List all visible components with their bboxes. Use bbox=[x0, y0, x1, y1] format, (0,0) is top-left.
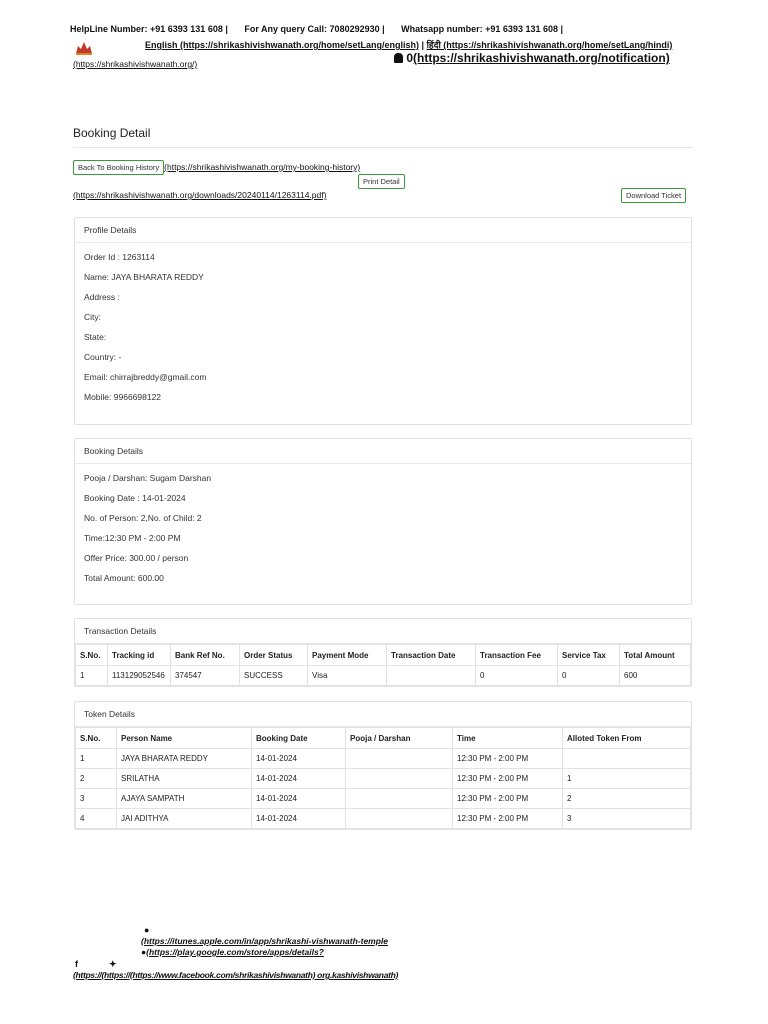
transaction-header-row bbox=[76, 645, 691, 666]
customer-country: Country: - bbox=[84, 352, 122, 362]
col-total-amount: Total Amount bbox=[620, 645, 691, 666]
token-details-card bbox=[74, 701, 692, 830]
cell-order-status: SUCCESS bbox=[240, 666, 308, 686]
top-info-bar bbox=[70, 24, 577, 34]
cell-bank-ref: 374547 bbox=[171, 666, 240, 686]
token-header-row bbox=[76, 728, 691, 749]
cell-payment-mode: Visa bbox=[308, 666, 387, 686]
transaction-details-card bbox=[74, 618, 692, 687]
cell-service-tax: 0 bbox=[558, 666, 620, 686]
notification-count: 0 bbox=[406, 51, 414, 65]
cell-time: 12:30 PM - 2:00 PM bbox=[453, 789, 563, 809]
profile-details-card bbox=[74, 217, 692, 425]
col-time: Time bbox=[453, 728, 563, 749]
social-links bbox=[73, 970, 398, 980]
helpline-text: HelpLine Number: +91 6393 131 608 | bbox=[70, 24, 228, 34]
table-row bbox=[76, 769, 691, 789]
cell-alloted-token: 2 bbox=[563, 789, 691, 809]
cell-booking-date: 14-01-2024 bbox=[252, 809, 346, 829]
cell-sno: 1 bbox=[76, 666, 108, 686]
apple-store-link[interactable]: (https://itunes.apple.com/in/app/shrikashi-vishwanath-temple bbox=[141, 936, 389, 946]
lang-separator: | bbox=[419, 40, 427, 50]
play-store-link[interactable]: (https://play.google.com/store/apps/details? bbox=[146, 947, 324, 957]
person-count: No. of Person: 2,No. of Child: 2 bbox=[84, 513, 202, 523]
col-tracking-id: Tracking id bbox=[108, 645, 171, 666]
query-call-text: For Any query Call: 7080292930 | bbox=[244, 24, 385, 34]
cell-pooja-darshan bbox=[346, 809, 453, 829]
cell-time: 12:30 PM - 2:00 PM bbox=[453, 769, 563, 789]
col-service-tax: Service Tax bbox=[558, 645, 620, 666]
total-amount: Total Amount: 600.00 bbox=[84, 573, 164, 583]
back-button-row bbox=[73, 160, 360, 175]
booking-details-body bbox=[75, 464, 691, 596]
cell-sno: 1 bbox=[76, 749, 117, 769]
cell-person-name: SRILATHA bbox=[117, 769, 252, 789]
cell-time: 12:30 PM - 2:00 PM bbox=[453, 809, 563, 829]
cell-alloted-token: 1 bbox=[563, 769, 691, 789]
cell-booking-date: 14-01-2024 bbox=[252, 769, 346, 789]
android-icon[interactable]: ● bbox=[141, 947, 147, 957]
cell-person-name: AJAYA SAMPATH bbox=[117, 789, 252, 809]
col-transaction-fee: Transaction Fee bbox=[476, 645, 558, 666]
cell-total-amount: 600 bbox=[620, 666, 691, 686]
bell-icon[interactable] bbox=[394, 53, 403, 63]
footer bbox=[73, 925, 473, 985]
cell-booking-date: 14-01-2024 bbox=[252, 789, 346, 809]
cell-booking-date: 14-01-2024 bbox=[252, 749, 346, 769]
booking-history-link[interactable]: (https://shrikashivishwanath.org/my-booking-history) bbox=[164, 162, 361, 172]
customer-address: Address : bbox=[84, 292, 120, 302]
social-link-group[interactable]: (https://(https://(https://www.facebook.com/shrikashivishwanath) org.kashivishwanath) bbox=[73, 970, 399, 980]
col-pooja-darshan: Pooja / Darshan bbox=[346, 728, 453, 749]
col-booking-date: Booking Date bbox=[252, 728, 346, 749]
cell-alloted-token: 3 bbox=[563, 809, 691, 829]
print-detail-button[interactable]: Print Detail bbox=[358, 174, 405, 189]
pdf-download-link[interactable]: (https://shrikashivishwanath.org/downloads/20240114/1263114.pdf) bbox=[73, 190, 327, 200]
order-id: Order Id : 1263114 bbox=[84, 252, 155, 262]
app-links bbox=[141, 936, 388, 958]
col-sno: S.No. bbox=[76, 728, 117, 749]
cell-sno: 3 bbox=[76, 789, 117, 809]
lang-hindi-link[interactable]: हिंदी (https://shrikashivishwanath.org/home/setLang/hindi) bbox=[426, 40, 673, 50]
whatsapp-text: Whatsapp number: +91 6393 131 608 | bbox=[401, 24, 563, 34]
customer-city: City: bbox=[84, 312, 101, 322]
col-transaction-date: Transaction Date bbox=[387, 645, 476, 666]
col-payment-mode: Payment Mode bbox=[308, 645, 387, 666]
table-row bbox=[76, 666, 691, 686]
cell-pooja-darshan bbox=[346, 769, 453, 789]
booking-details-card bbox=[74, 438, 692, 605]
cell-alloted-token bbox=[563, 749, 691, 769]
col-person-name: Person Name bbox=[117, 728, 252, 749]
apple-icon[interactable]: ● bbox=[144, 925, 150, 935]
twitter-icon[interactable]: ✦ bbox=[109, 959, 117, 969]
cell-person-name: JAI ADITHYA bbox=[117, 809, 252, 829]
col-alloted-token: Alloted Token From bbox=[563, 728, 691, 749]
cell-sno: 4 bbox=[76, 809, 117, 829]
table-row bbox=[76, 809, 691, 829]
cell-transaction-date bbox=[387, 666, 476, 686]
profile-details-body bbox=[75, 243, 691, 415]
customer-name: Name: JAYA BHARATA REDDY bbox=[84, 272, 204, 282]
cell-tracking-id: 113129052546 bbox=[108, 666, 171, 686]
title-divider bbox=[73, 147, 693, 148]
token-details-heading: Token Details bbox=[75, 702, 691, 727]
cell-sno: 2 bbox=[76, 769, 117, 789]
customer-state: State: bbox=[84, 332, 107, 342]
temple-logo[interactable] bbox=[73, 40, 95, 56]
transaction-details-heading: Transaction Details bbox=[75, 619, 691, 644]
customer-email: Email: chirrajbreddy@gmail.com bbox=[84, 372, 207, 382]
col-bank-ref: Bank Ref No. bbox=[171, 645, 240, 666]
table-row bbox=[76, 789, 691, 809]
booking-date: Booking Date : 14-01-2024 bbox=[84, 493, 186, 503]
notification-area bbox=[394, 51, 670, 65]
booking-details-heading: Booking Details bbox=[75, 439, 691, 464]
cell-person-name: JAYA BHARATA REDDY bbox=[117, 749, 252, 769]
cell-transaction-fee: 0 bbox=[476, 666, 558, 686]
transaction-table bbox=[75, 644, 691, 686]
page-title: Booking Detail bbox=[73, 126, 151, 140]
col-sno: S.No. bbox=[76, 645, 108, 666]
language-switcher bbox=[145, 38, 672, 51]
profile-details-heading: Profile Details bbox=[75, 218, 691, 243]
table-row bbox=[76, 749, 691, 769]
customer-mobile: Mobile: 9966698122 bbox=[84, 392, 162, 402]
home-link[interactable]: (https://shrikashivishwanath.org/) bbox=[73, 59, 198, 69]
token-table bbox=[75, 727, 691, 829]
offer-price: Offer Price: 300.00 / person bbox=[84, 553, 189, 563]
cell-pooja-darshan bbox=[346, 749, 453, 769]
booking-time: Time:12:30 PM - 2:00 PM bbox=[84, 533, 181, 543]
cell-time: 12:30 PM - 2:00 PM bbox=[453, 749, 563, 769]
lang-english-link[interactable]: English (https://shrikashivishwanath.org/home/setLang/english) bbox=[145, 40, 420, 50]
notification-link[interactable]: (https://shrikashivishwanath.org/notification) bbox=[413, 51, 670, 65]
back-to-booking-history-button[interactable]: Back To Booking History bbox=[73, 160, 164, 175]
facebook-icon[interactable]: f bbox=[75, 959, 78, 969]
pooja-darshan: Pooja / Darshan: Sugam Darshan bbox=[84, 473, 212, 483]
cell-pooja-darshan bbox=[346, 789, 453, 809]
col-order-status: Order Status bbox=[240, 645, 308, 666]
download-ticket-button[interactable]: Download Ticket bbox=[621, 188, 686, 203]
